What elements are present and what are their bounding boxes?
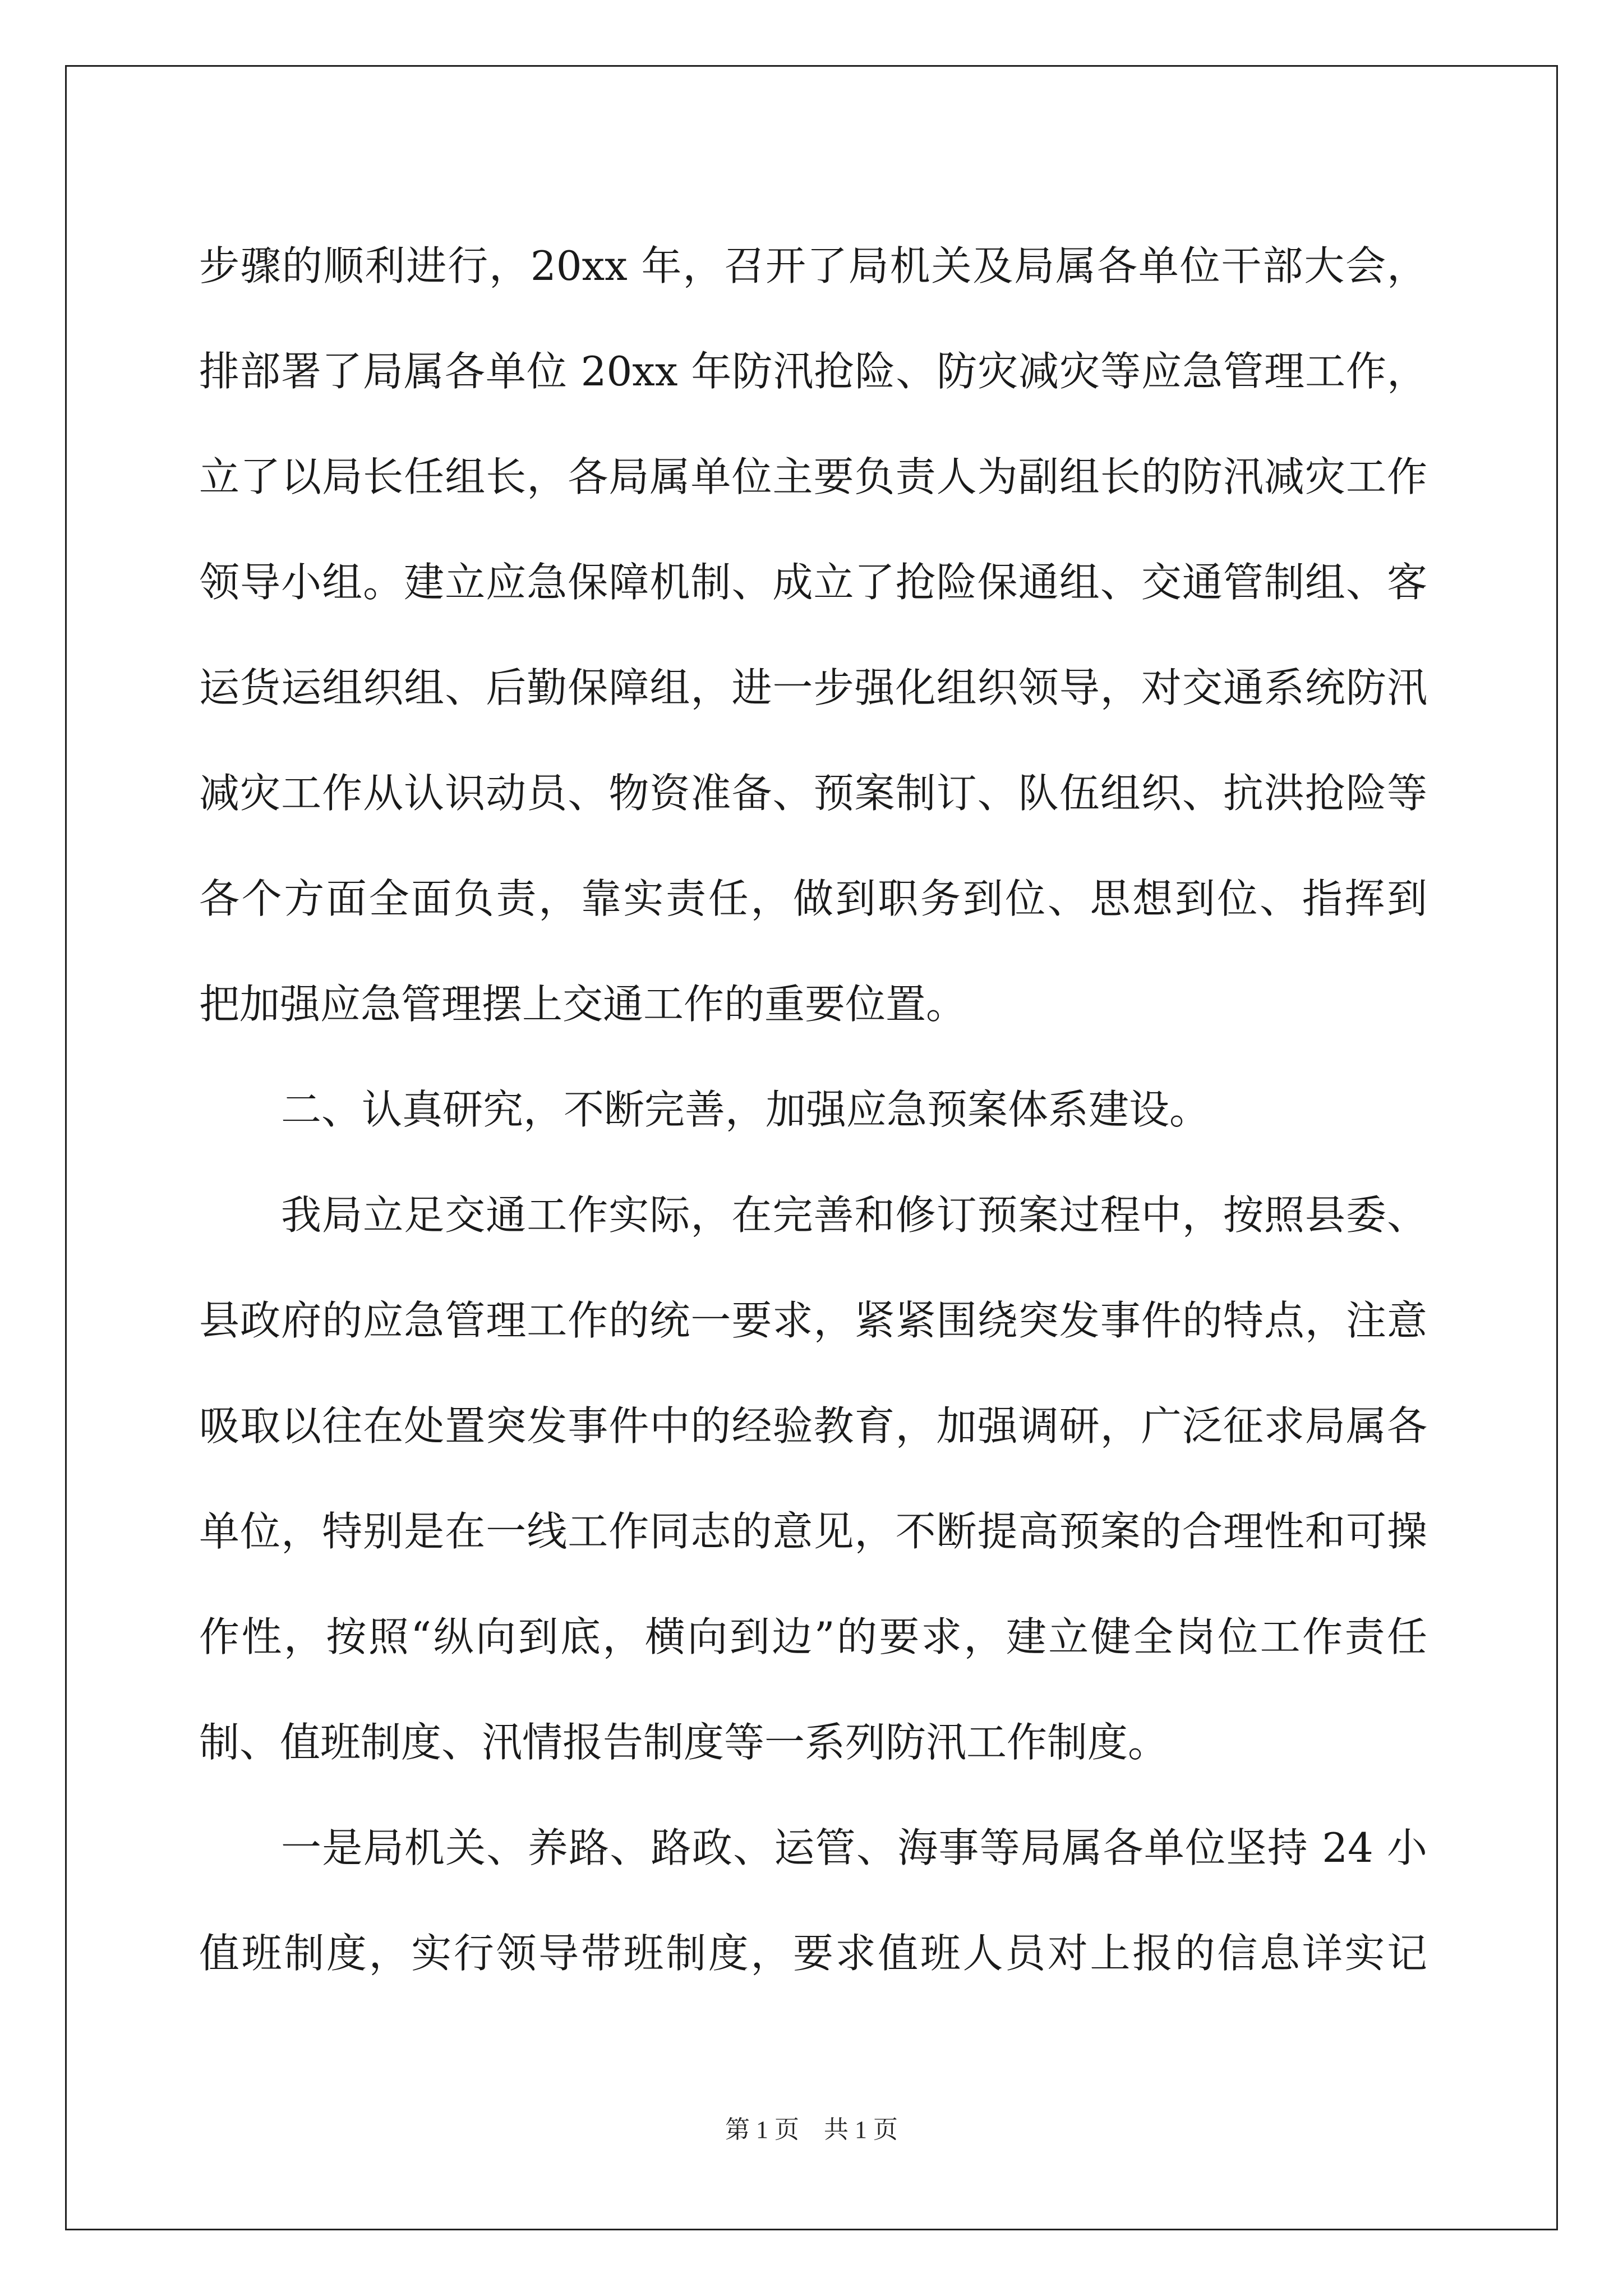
text-line: 减灾工作从认识动员、物资准备、预案制订、队伍组织、抗洪抢险等	[199, 770, 1427, 817]
text-line: 作性，按照“纵向到底，横向到边”的要求，建立健全岗位工作责任	[199, 1613, 1427, 1660]
text-line: 我局立足交通工作实际，在完善和修订预案过程中，按照县委、	[281, 1191, 1427, 1239]
text-line: 运货运组织组、后勤保障组，进一步强化组织领导，对交通系统防汛	[199, 664, 1427, 711]
text-line: 领导小组。建立应急保障机制、成立了抢险保通组、交通管制组、客	[199, 559, 1427, 606]
text-line: 吸取以往在处置突发事件中的经验教育，加强调研，广泛征求局属各	[199, 1402, 1427, 1450]
text-line: 制、值班制度、汛情报告制度等一系列防汛工作制度。	[199, 1719, 1169, 1766]
text-line: 各个方面全面负责，靠实责任，做到职务到位、思想到位、指挥到	[199, 875, 1427, 922]
text-line: 值班制度，实行领导带班制度，要求值班人员对上报的信息详实记	[199, 1930, 1427, 1977]
text-line: 县政府的应急管理工作的统一要求，紧紧围绕突发事件的特点，注意	[199, 1297, 1427, 1344]
text-line: 把加强应急管理摆上交通工作的重要位置。	[199, 981, 967, 1028]
section-heading: 二、认真研究，不断完善，加强应急预案体系建设。	[281, 1086, 1210, 1133]
page-number: 第 1 页 共 1 页	[725, 2116, 898, 2143]
text-line: 一是局机关、养路、路政、运管、海事等局属各单位坚持 24 小	[281, 1824, 1427, 1871]
document-body	[199, 213, 1427, 2006]
text-line: 步骤的顺利进行，20xx 年，召开了局机关及局属各单位干部大会，	[199, 242, 1427, 289]
text-line: 排部署了局属各单位 20xx 年防汛抢险、防灾减灾等应急管理工作，	[199, 348, 1427, 395]
text-line: 单位，特别是在一线工作同志的意见，不断提高预案的合理性和可操	[199, 1508, 1427, 1555]
text-line: 立了以局长任组长，各局属单位主要负责人为副组长的防汛减灾工作	[199, 453, 1427, 500]
